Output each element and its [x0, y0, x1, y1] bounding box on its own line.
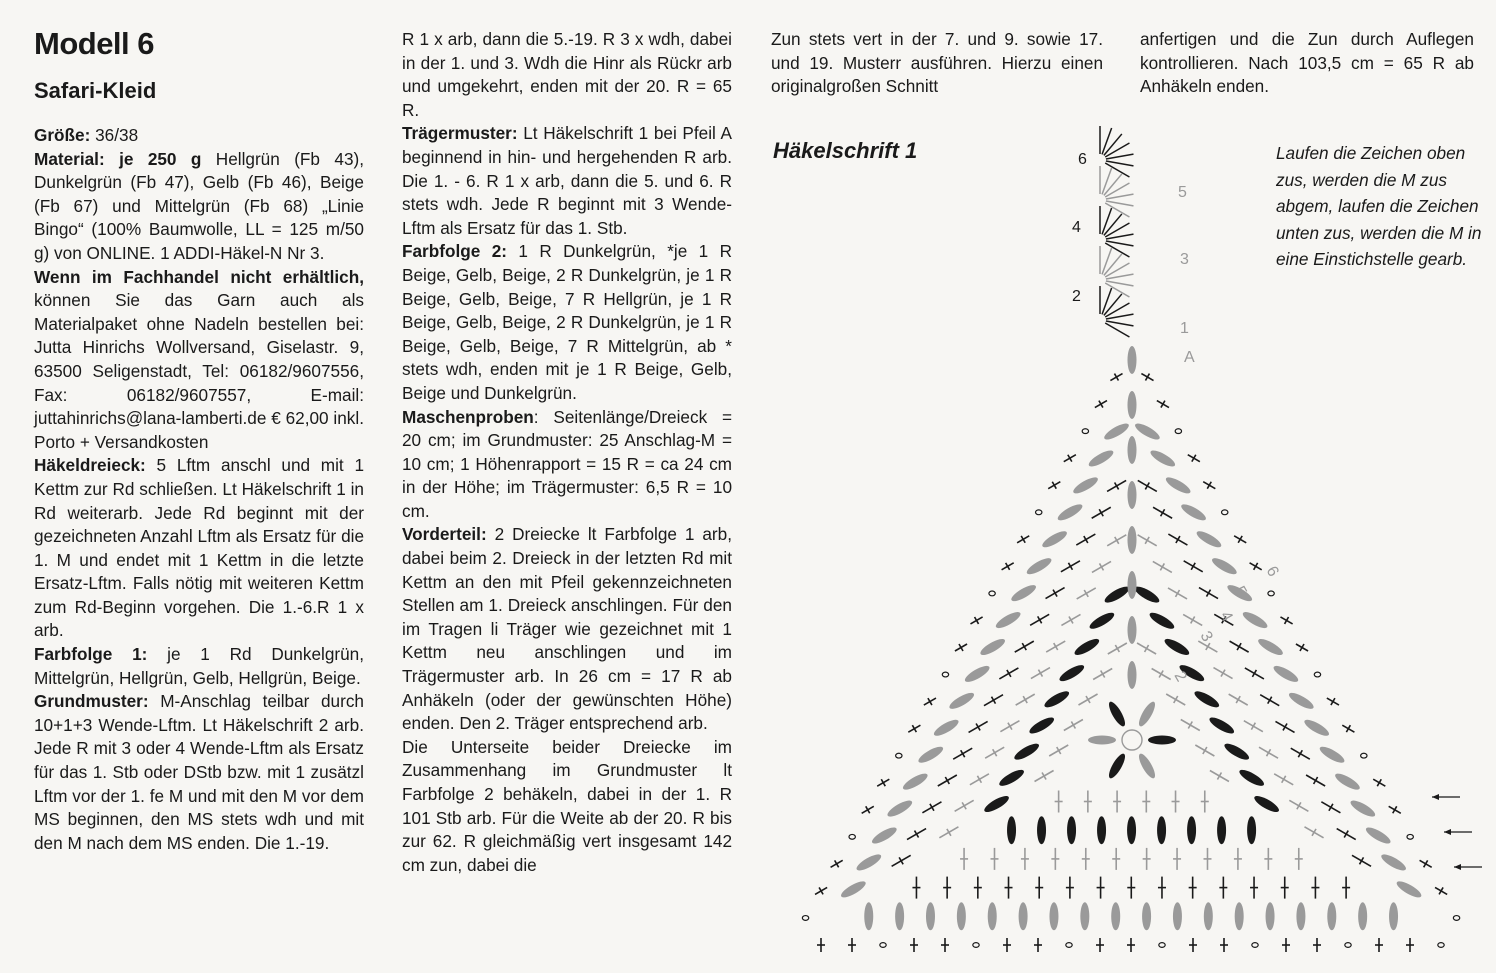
- cluster-stitch: [1222, 741, 1251, 763]
- cluster-stitch: [1237, 767, 1266, 789]
- row-number-1: 1: [1180, 320, 1189, 337]
- cluster-stitch: [1009, 582, 1038, 604]
- row-number-2: 2: [1072, 288, 1081, 305]
- cluster-stitch: [1012, 741, 1041, 763]
- cluster-stitch: [1272, 663, 1301, 685]
- cluster-stitch: [1348, 798, 1377, 820]
- cluster-stitch: [1318, 744, 1347, 766]
- chain-stitch: [1314, 672, 1320, 677]
- cluster-stitch: [901, 771, 930, 793]
- paragraph: [34, 643, 364, 690]
- paragraph-text: Zun stets vert in der 7. und 9. sowie 17. und 19. Musterr ausführen. Hierzu einen originalgroßen Schnitt: [771, 29, 1103, 97]
- strap-stitch: [1102, 248, 1112, 274]
- paragraph-label: Größe:: [34, 125, 91, 145]
- cluster-stitch: [1088, 736, 1116, 745]
- cluster-stitch: [1019, 902, 1028, 930]
- cluster-stitch: [982, 793, 1011, 815]
- cluster-stitch: [1057, 662, 1086, 684]
- cluster-stitch: [1128, 436, 1137, 464]
- chain-stitch: [849, 834, 855, 839]
- row-number-3: 3: [1180, 251, 1189, 268]
- cluster-stitch: [1128, 661, 1137, 689]
- cluster-stitch: [1067, 816, 1076, 844]
- diagram-note: Laufen die Zeichen oben zus, werden die M zus abgem, laufen die Zeichen unten zus, werden die M in eine Einstichstelle gearb.: [1276, 143, 1482, 269]
- cluster-stitch: [926, 902, 935, 930]
- cluster-stitch: [1327, 902, 1336, 930]
- cluster-stitch: [1204, 902, 1213, 930]
- paragraph-text: M-Anschlag teilbar durch 10+1+3 Wende-Lftm. Lt Häkelschrift 2 arb. Jede R mit 3 oder 4 Wende-Lftm als Ersatz für das 1. Stb oder DStb bzw. mit 1 zusätzl Lftm vor der 1. fe M und mit den M vor dem MS beginnen, den MS stets wdh und mit den M nach dem MS enden. Die 1.-19.: [34, 691, 364, 853]
- cluster-stitch: [1187, 816, 1196, 844]
- paragraph: [1140, 28, 1474, 99]
- strap-stitch: [1102, 288, 1112, 314]
- paragraph-text: 1 R Dunkelgrün, *je 1 R Beige, Gelb, Beige, 2 R Dunkelgrün, je 1 R Beige, Gelb, Beige, 7 R Hellgrün, je 1 R Beige, Gelb, Beige, 2 R Dunkelgrün, je 1 R Beige, Gelb, Beige, 7 R Mittelgrün, ab * stets wdh, enden mit je 1 R Beige, Gelb, Beige und Dunkelgrün.: [402, 241, 733, 403]
- paragraph: [402, 122, 732, 240]
- cluster-stitch: [994, 609, 1023, 631]
- chain-stitch: [1361, 753, 1367, 758]
- cluster-stitch: [1128, 391, 1137, 419]
- paragraph-text: Die Unterseite beider Dreiecke im Zusammenhang im Grundmuster lt Farbfolge 2 behäkeln, dabei in der 1. R 101 Stb arb. Für die Weite ab der 20. R bis zur 62. R gleichmäßig vert insgesamt 142 cm zun, dabei die: [402, 736, 732, 875]
- paragraph: [771, 28, 1103, 99]
- cluster-stitch: [1247, 816, 1256, 844]
- cluster-stitch: [1128, 481, 1137, 509]
- cluster-stitch: [1364, 825, 1393, 847]
- join-arrow-head: [1432, 794, 1439, 800]
- paragraph-text: : Seitenlänge/Dreieck = 20 cm; im Grundmuster: 25 Anschlag-M = 10 cm; 1 Höhenrapport = 15 R = ca 24 cm in der Höhe; im Trägermuster: 6,5 R = 10 cm.: [402, 406, 732, 521]
- cluster-stitch: [1157, 816, 1166, 844]
- chain-stitch: [973, 943, 979, 948]
- paragraph-label: Grundmuster:: [34, 691, 149, 712]
- round-number: 5: [1230, 583, 1250, 600]
- cluster-stitch: [1111, 902, 1120, 930]
- paragraph-text: je 1 Rd Dunkelgrün, Mittelgrün, Hellgrün, Gelb, Hellgrün, Beige.: [34, 644, 365, 688]
- cluster-stitch: [1037, 816, 1046, 844]
- center-ring: [1122, 730, 1142, 750]
- paragraph-label: Vorderteil:: [402, 524, 487, 545]
- cluster-stitch: [1256, 636, 1285, 658]
- cluster-stitch: [1389, 902, 1398, 930]
- cluster-stitch: [885, 798, 914, 820]
- round-number: 4: [1216, 608, 1236, 625]
- chain-stitch: [1407, 834, 1413, 839]
- paragraph-label: Maschenproben: [402, 406, 534, 427]
- paragraph: [34, 124, 364, 148]
- cluster-stitch: [1133, 584, 1162, 606]
- cluster-stitch: [1128, 526, 1137, 554]
- cluster-stitch: [1192, 688, 1221, 710]
- cluster-stitch: [1106, 752, 1128, 781]
- cluster-stitch: [839, 878, 868, 900]
- chain-stitch: [1082, 429, 1088, 434]
- paragraph: [34, 148, 364, 266]
- cluster-stitch: [1179, 501, 1208, 523]
- paragraph: [402, 523, 732, 735]
- cluster-stitch: [1088, 610, 1117, 632]
- paragraph: [34, 266, 364, 455]
- text-column-2: [402, 28, 732, 877]
- cluster-stitch: [997, 767, 1026, 789]
- cluster-stitch: [895, 902, 904, 930]
- arrow-a-label: A: [1184, 349, 1195, 366]
- paragraph-label: Trägermuster:: [402, 123, 518, 144]
- cluster-stitch: [957, 902, 966, 930]
- cluster-stitch: [1207, 715, 1236, 737]
- cluster-stitch: [1163, 636, 1192, 658]
- paragraph-label: Farbfolge 1:: [34, 644, 148, 665]
- cluster-stitch: [1164, 474, 1193, 496]
- cluster-stitch: [1148, 610, 1177, 632]
- cluster-stitch: [1235, 902, 1244, 930]
- cluster-stitch: [1071, 474, 1100, 496]
- chain-stitch: [802, 916, 808, 921]
- diagram-title: Häkelschrift 1: [773, 138, 918, 163]
- cluster-stitch: [1106, 700, 1128, 729]
- paragraph: [402, 28, 732, 122]
- row-number-4: 4: [1072, 219, 1081, 236]
- pattern-subtitle: Safari-Kleid: [34, 78, 157, 103]
- cluster-stitch: [1136, 700, 1158, 729]
- paragraph-label: Farbfolge 2:: [402, 241, 507, 262]
- chain-stitch: [1066, 943, 1072, 948]
- text-column-1: [34, 124, 364, 855]
- chain-stitch: [942, 672, 948, 677]
- cluster-stitch: [1087, 448, 1116, 470]
- cluster-stitch: [1027, 715, 1056, 737]
- row-number-6: 6: [1078, 151, 1087, 168]
- chain-stitch: [1036, 510, 1042, 515]
- paragraph-text: 5 Lftm anschl und mit 1 Kettm zur Rd schließen. Lt Häkelschrift 1 in Rd weiterarb. Jede Rd beginnt mit der gezeichneten Anzahl Lftm als Ersatz für die 1. M und endet mit 1 Kettm in die letzte Ersatz-Lftm. Falls nötig mit weiteren Kettm zum Rd-Beginn vorgehen. Die 1.-6.R 1 x arb.: [34, 455, 364, 641]
- cluster-stitch: [1266, 902, 1275, 930]
- cluster-stitch: [1025, 555, 1054, 577]
- paragraph-text: anfertigen und die Zun durch Auflegen kontrollieren. Nach 103,5 cm = 65 R ab Anhäkeln enden.: [1140, 29, 1474, 97]
- round-number: 2: [1170, 668, 1190, 685]
- text-column-4: [1140, 28, 1474, 99]
- paragraph-label: Material: je 250 g: [34, 148, 202, 169]
- cluster-stitch: [1395, 878, 1424, 900]
- cluster-stitch: [932, 717, 961, 739]
- cluster-stitch: [1148, 736, 1176, 745]
- cluster-stitch: [1148, 448, 1177, 470]
- cluster-stitch: [1296, 902, 1305, 930]
- cluster-stitch: [1007, 816, 1016, 844]
- cluster-stitch: [1287, 690, 1316, 712]
- chain-stitch: [880, 943, 886, 948]
- paragraph-text: 2 Dreiecke lt Farbfolge 1 arb, dabei beim 2. Dreieck in der letzten Rd mit Kettm an den mit Pfeil gekennzeichneten Stellen am 1. Dreieck anschlingen. Für den im Tragen li Träger wie gezeichnet mit 1 Kettm neu anschlingen und im Trägermuster arb. In 26 cm = 17 R ab Anhäkeln (oder der gewünschten Höhe) enden. Den 2. Träger entsprechend arb.: [402, 524, 732, 734]
- cluster-stitch: [864, 902, 873, 930]
- cluster-stitch: [1379, 852, 1408, 874]
- paragraph-label: Häkeldreieck:: [34, 455, 146, 476]
- cluster-stitch: [854, 852, 883, 874]
- cluster-stitch: [1049, 902, 1058, 930]
- cluster-stitch: [947, 690, 976, 712]
- cluster-stitch: [963, 663, 992, 685]
- paragraph: [402, 736, 732, 878]
- cluster-stitch: [1173, 902, 1182, 930]
- cluster-stitch: [1252, 793, 1281, 815]
- chain-stitch: [989, 591, 995, 596]
- join-arrow-head: [1454, 864, 1461, 870]
- paragraph-text: 36/38: [90, 125, 139, 145]
- paragraph: [34, 690, 364, 855]
- cluster-stitch: [1195, 528, 1224, 550]
- paragraph-label: Wenn im Fachhandel nicht erhältlich,: [34, 266, 364, 287]
- row-number-5: 5: [1178, 184, 1187, 201]
- cluster-stitch: [1358, 902, 1367, 930]
- round-number: 3: [1196, 628, 1216, 645]
- cluster-stitch: [1136, 752, 1158, 781]
- strap-stitch: [1102, 168, 1112, 194]
- paragraph-text: R 1 x arb, dann die 5.-19. R 3 x wdh, dabei in der 1. und 3. Wdh die Hinr als Rückr arb und umgekehrt, enden mit der 20. R = 65 R.: [402, 29, 732, 120]
- cluster-stitch: [1210, 555, 1239, 577]
- cluster-stitch: [1127, 816, 1136, 844]
- chain-stitch: [1345, 943, 1351, 948]
- crochet-chart: [760, 100, 1490, 960]
- strap-stitch: [1102, 128, 1112, 154]
- chain-stitch: [1453, 916, 1459, 921]
- paragraph: [34, 454, 364, 643]
- strap-stitch: [1102, 208, 1112, 234]
- page-title: Modell 6: [34, 26, 155, 61]
- cluster-stitch: [1103, 584, 1132, 606]
- cluster-stitch: [1142, 902, 1151, 930]
- cluster-stitch: [916, 744, 945, 766]
- chain-stitch: [1438, 943, 1444, 948]
- cluster-stitch: [1133, 421, 1162, 443]
- cluster-stitch: [1056, 501, 1085, 523]
- paragraph: [402, 406, 732, 524]
- cluster-stitch: [1333, 771, 1362, 793]
- cluster-stitch: [1097, 816, 1106, 844]
- cluster-stitch: [1302, 717, 1331, 739]
- chain-stitch: [1175, 429, 1181, 434]
- cluster-stitch: [1217, 816, 1226, 844]
- chain-stitch: [1268, 591, 1274, 596]
- cluster-stitch: [1128, 616, 1137, 644]
- text-column-3: [771, 28, 1103, 99]
- cluster-stitch: [1042, 688, 1071, 710]
- cluster-stitch: [1102, 421, 1131, 443]
- round-number: 6: [1262, 563, 1282, 580]
- join-arrow-head: [1444, 829, 1451, 835]
- paragraph-text: Lt Häkelschrift 1 bei Pfeil A beginnend in hin- und hergehenden R arb. Die 1. - 6. R 1 x arb, dann die 5. und 6. R stets wdh. Jede R beginnt mit 3 Wende-Lftm als Ersatz für das 1. Stb.: [402, 123, 732, 238]
- paragraph-text: Hellgrün (Fb 43), Dunkelgrün (Fb 47), Gelb (Fb 46), Beige (Fb 67) und Mittelgrün (Fb 68) „Linie Bingo“ (100% Baumwolle, LL = 125 m/50 g) von ONLINE. 1 ADDI-Häkel-N Nr 3.: [34, 148, 364, 263]
- cluster-stitch: [988, 902, 997, 930]
- cluster-stitch: [1080, 902, 1089, 930]
- chain-stitch: [896, 753, 902, 758]
- cluster-stitch: [1040, 528, 1069, 550]
- cluster-stitch: [1072, 636, 1101, 658]
- cluster-stitch: [1241, 609, 1270, 631]
- cluster-stitch: [870, 825, 899, 847]
- paragraph: [402, 240, 732, 405]
- chain-stitch: [1252, 943, 1258, 948]
- chain-stitch: [1159, 943, 1165, 948]
- chain-stitch: [1222, 510, 1228, 515]
- cluster-stitch: [978, 636, 1007, 658]
- cluster-stitch: [1128, 571, 1137, 599]
- cluster-stitch: [1128, 346, 1137, 374]
- paragraph-text: können Sie das Garn auch als Materialpaket ohne Nadeln bestellen bei: Jutta Hinrichs Wollversand, Giselastr. 9, 63500 Seligenstadt, Tel: 06182/9607556, Fax: 06182/9607557, E-mail: juttahinrichs@lana-lamberti.de € 62,00 inkl. Porto + Versandkosten: [34, 290, 364, 452]
